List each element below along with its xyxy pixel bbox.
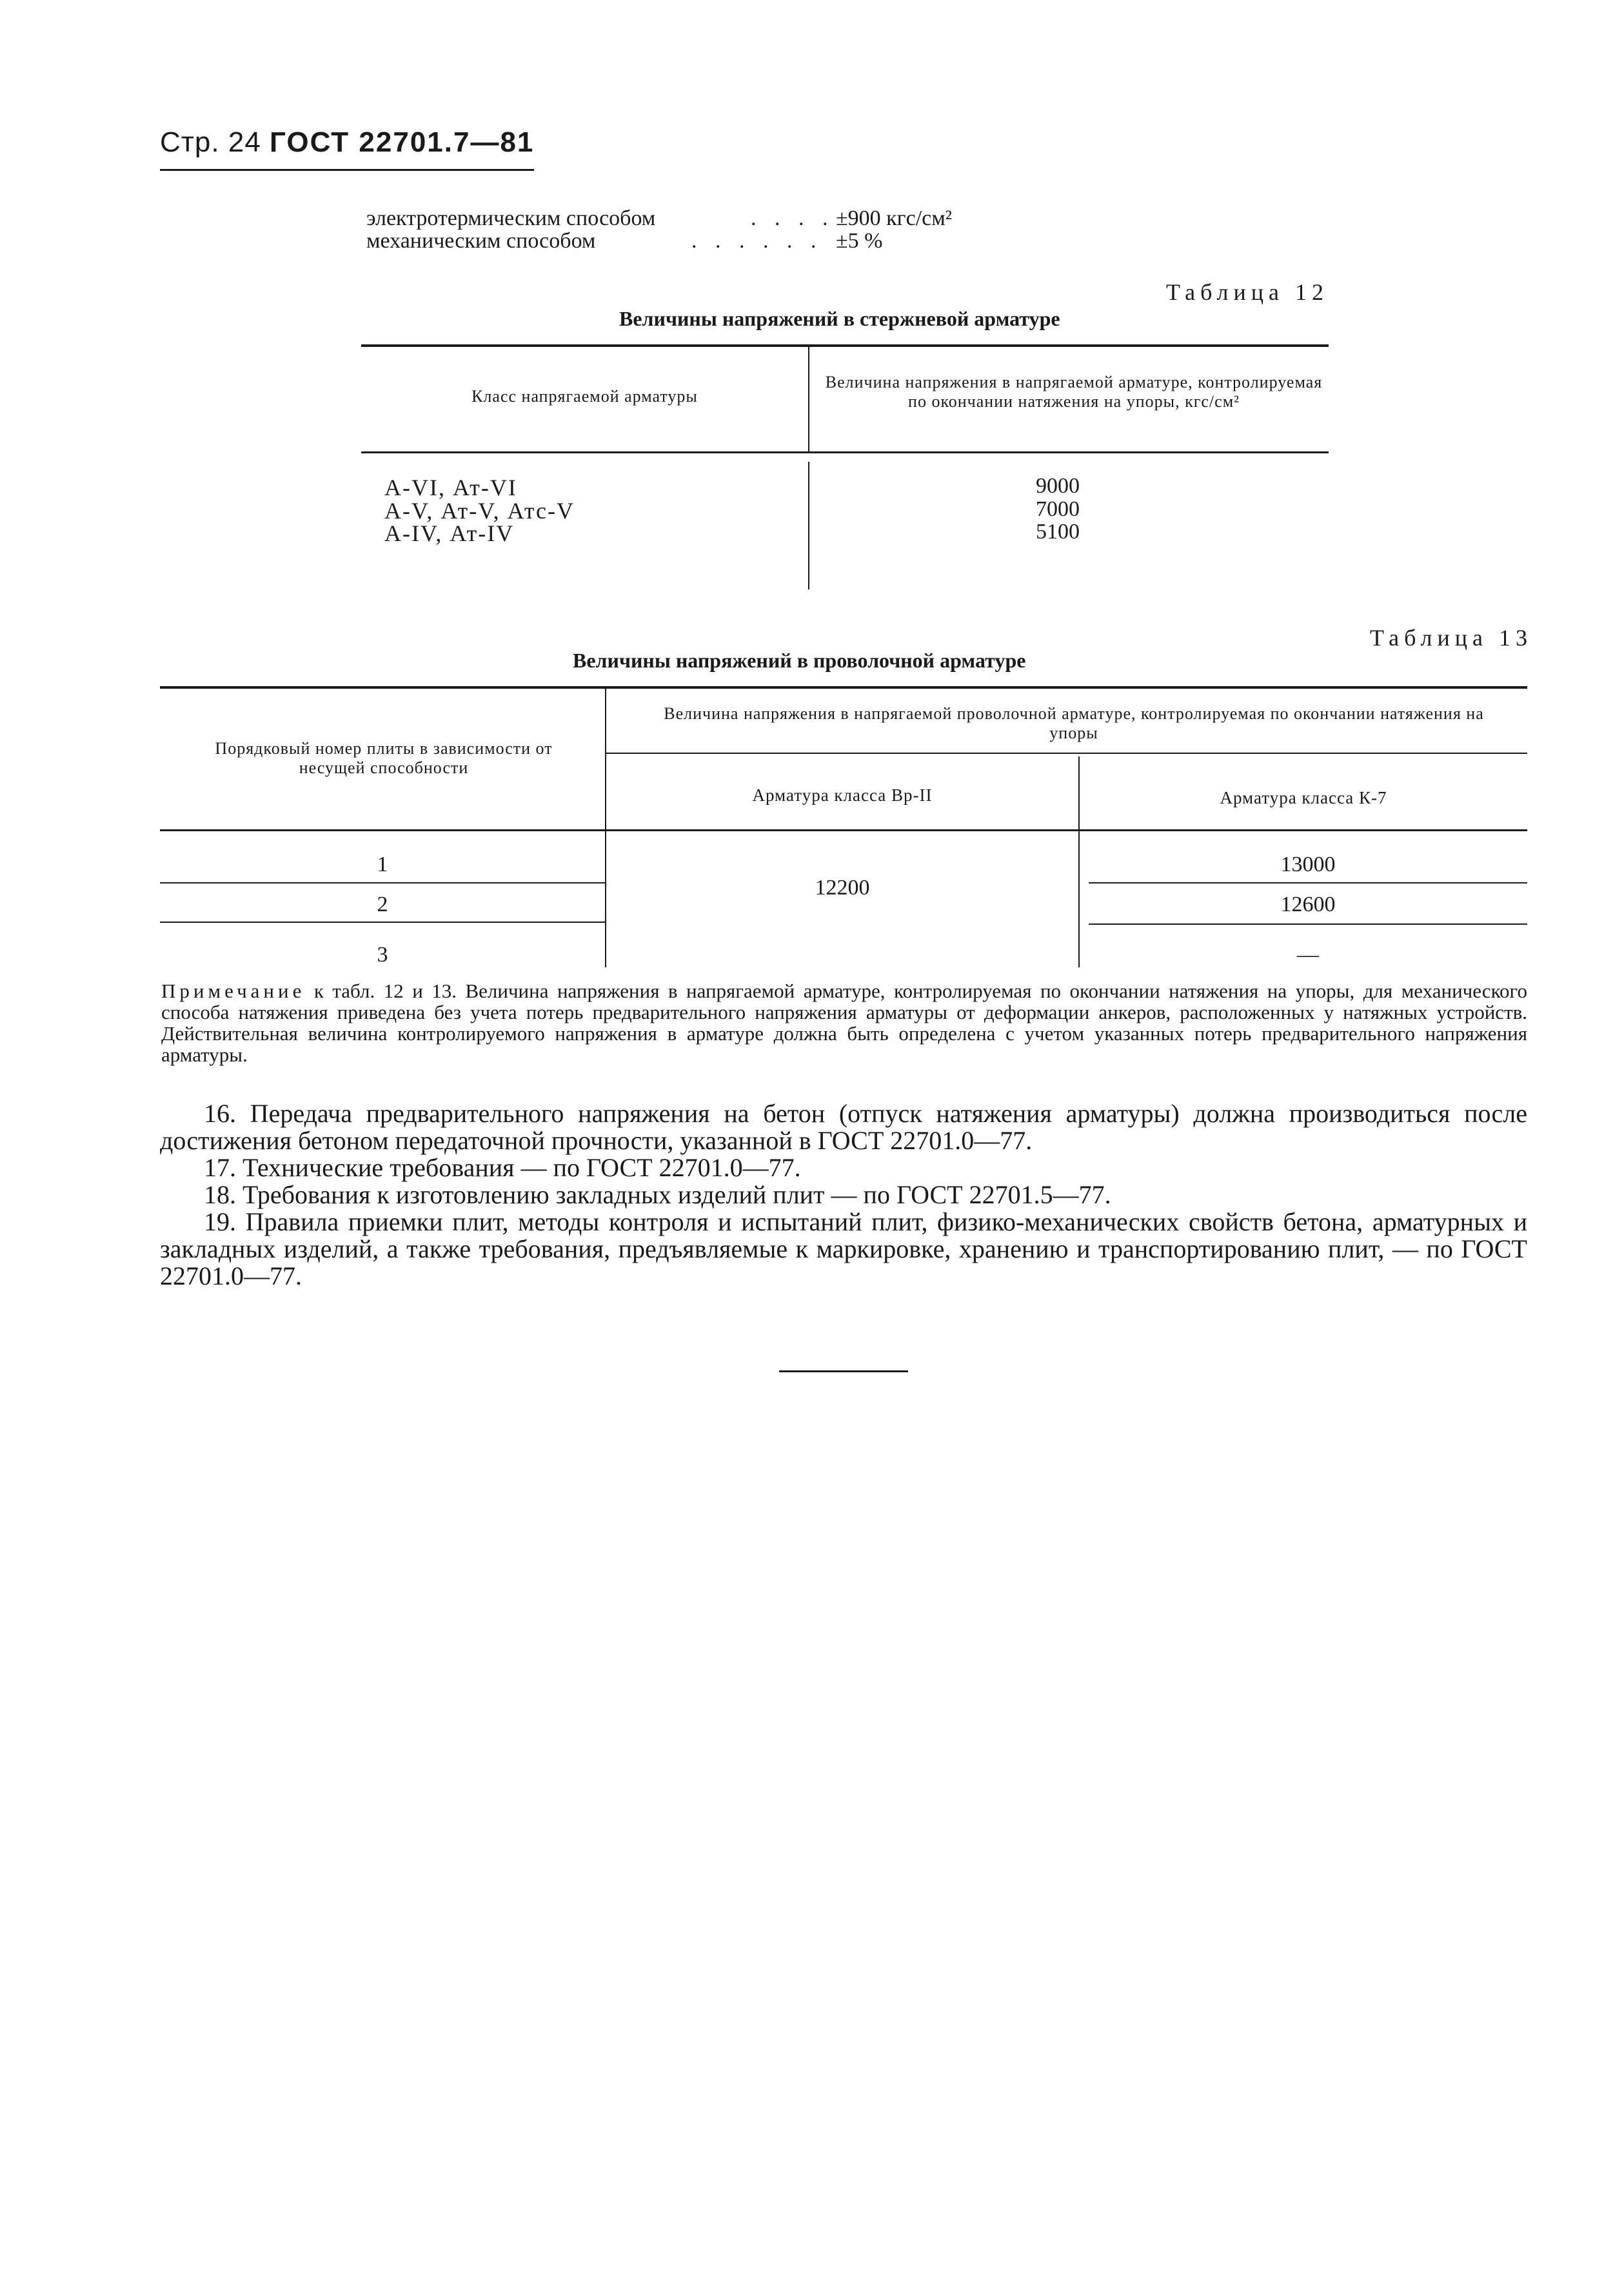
table-12-header-rule bbox=[361, 451, 1329, 453]
tables-note bbox=[161, 980, 1527, 1065]
page-number: Стр. 24 bbox=[160, 126, 261, 158]
table-13-subheader-vr2: Арматура класса Вр-II bbox=[752, 785, 933, 805]
table-13-number: Таблица 13 bbox=[1370, 625, 1532, 651]
table-12-value-cell: 5100 bbox=[1036, 520, 1080, 544]
table-13-row-rule bbox=[160, 882, 605, 883]
paragraph-18: 18. Требования к изготовлению закладных изделий плит — по ГОСТ 22701.5—77. bbox=[204, 1180, 1111, 1209]
table-13-title-text: Величины напряжений в проволочной арматуре bbox=[573, 649, 1026, 672]
table-12-title-text: Величины напряжений в стержневой арматуре bbox=[619, 307, 1060, 330]
body-text bbox=[160, 1100, 1527, 1290]
table-13-row-rule bbox=[160, 922, 605, 923]
standard-designation: ГОСТ 22701.7—81 bbox=[270, 126, 535, 158]
tolerance-line bbox=[366, 206, 1076, 232]
paragraph-16: 16. Передача предварительного напряжения на бетон (отпуск натяжения арматуры) должна производиться после достижения бетоном передаточной прочности, указанной в ГОСТ 22701.0—77. bbox=[160, 1099, 1527, 1155]
table-12-col2-header: Величина напряжения в напрягаемой арматуре, контролируемая по окончании натяжения на упоры, кгс/см² bbox=[825, 373, 1323, 411]
table-12-value-cell: 7000 bbox=[1036, 497, 1080, 521]
table-13-group-header: Величина напряжения в напрягаемой проволочной арматуре, контролируемая по окончании натяжения на упоры bbox=[664, 704, 1484, 742]
table-13-group-rule bbox=[606, 753, 1527, 754]
table-12-class-cell: А-IV, Ат-IV bbox=[384, 520, 515, 546]
table-12-col1-header: Класс напрягаемой арматуры bbox=[471, 387, 698, 406]
tolerance-value: ±900 кгс/см² bbox=[836, 206, 952, 230]
table-13-number-cell: 2 bbox=[377, 893, 388, 916]
table-13-subheader-k7: Арматура класса К-7 bbox=[1220, 788, 1387, 807]
table-13-header-rule bbox=[160, 829, 1527, 831]
table-13-number-cell: 3 bbox=[377, 943, 388, 967]
table-13-title bbox=[160, 649, 1624, 673]
tolerance-leader-dots: . . . . bbox=[751, 206, 835, 230]
paragraph-17: 17. Технические требования — по ГОСТ 22701.0—77. bbox=[204, 1153, 801, 1182]
page-header bbox=[160, 126, 534, 159]
tolerance-line bbox=[366, 229, 1076, 255]
table-13-k7-cell: — bbox=[1297, 943, 1319, 967]
table-13-k7-cell: 13000 bbox=[1280, 853, 1336, 876]
tolerance-label: электротермическим способом bbox=[366, 206, 656, 230]
end-rule bbox=[779, 1370, 908, 1372]
tolerance-value: ±5 % bbox=[836, 229, 883, 253]
table-12-title bbox=[361, 307, 1587, 331]
tolerance-label: механическим способом bbox=[366, 229, 596, 253]
table-12-value-cell: 9000 bbox=[1036, 474, 1080, 498]
table-13-number-cell: 1 bbox=[377, 853, 388, 876]
table-13-row-rule bbox=[1089, 923, 1527, 925]
table-13-vr2-value: 12200 bbox=[815, 876, 870, 900]
table-13-col1-header: Порядковый номер плиты в зависимости от несущей способности bbox=[215, 739, 553, 777]
note-text: к табл. 12 и 13. Величина напряжения в напрягаемой арматуре, контролируемая по окончании натяжения на упоры, для механического способа натяжения приведена без учета потерь предварительного напряжения арматуры от деформации анкеров, расположенных у натяжных устройств. Действительная величина контролируемого напряжения в арматуре должна быть определена с учетом указанных потерь предварительного напряжения арматуры. bbox=[161, 980, 1527, 1066]
table-13-row-rule bbox=[1089, 882, 1527, 883]
table-12-number: Таблица 12 bbox=[1166, 279, 1329, 305]
table-12-body-divider bbox=[808, 462, 809, 589]
table-12-header-divider bbox=[808, 347, 809, 452]
header-underline bbox=[160, 169, 534, 171]
note-lead: Примечание bbox=[161, 980, 306, 1002]
tolerance-leader-dots: . . . . . . bbox=[691, 229, 823, 253]
table-13-top-rule bbox=[160, 686, 1527, 689]
table-12-class-cell: А-V, Ат-V, Атс-V bbox=[384, 498, 575, 524]
table-12-class-cell: А-VI, Ат-VI bbox=[384, 475, 517, 500]
table-13-col1-divider bbox=[605, 689, 606, 967]
paragraph-19: 19. Правила приемки плит, методы контроля и испытаний плит, физико-механических свойств бетона, арматурных и закладных изделий, а также требования, предъявляемые к маркировке, хранению и транспортированию плит, — по ГОСТ 22701.0—77. bbox=[160, 1207, 1527, 1290]
table-12-top-rule bbox=[361, 344, 1329, 347]
table-13-k7-cell: 12600 bbox=[1280, 893, 1336, 916]
